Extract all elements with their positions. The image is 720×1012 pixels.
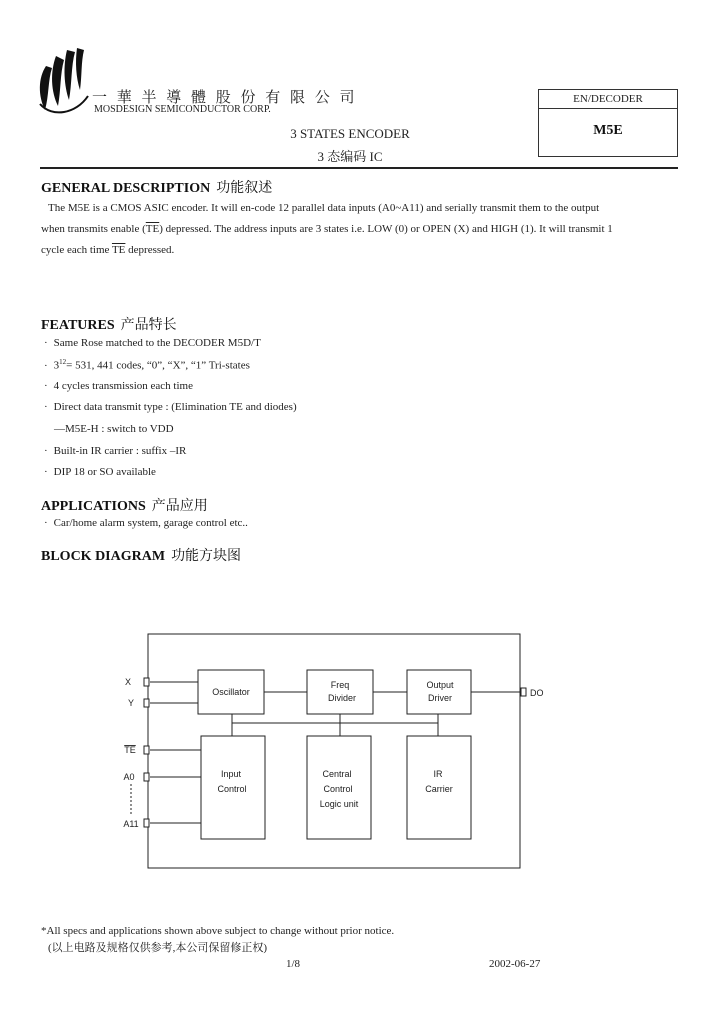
pin-label-te: TE: [124, 745, 136, 755]
freq-label-2: Divider: [327, 693, 357, 703]
ir-label-1: IR: [433, 769, 443, 779]
oscillator-label: Oscillator: [212, 687, 250, 697]
general-heading-en: GENERAL DESCRIPTION: [41, 181, 211, 196]
bullet-dot: ·: [44, 359, 48, 372]
general-line-1: The M5E is a CMOS ASIC encoder. It will en-code 12 parallel data inputs (A0~A11) and serially transmit them to the output: [48, 202, 600, 214]
block-heading-en: BLOCK DIAGRAM: [41, 549, 166, 564]
features-heading-cn: 产品特长: [120, 318, 177, 333]
freq-divider-block: [307, 670, 373, 714]
ir-label-2: Carrier: [425, 784, 453, 794]
freq-label-1: Freq: [330, 680, 350, 690]
feature-text: = 531, 441 codes, “0”, “X”, “1” Tri-states: [66, 359, 250, 372]
document-title: 3 STATES ENCODER: [290, 126, 410, 141]
applications-heading-cn: 产品应用: [151, 499, 208, 514]
feature-text: Same Rose matched to the DECODER M5D/T: [53, 337, 261, 349]
feature-sub-item: —M5E-H : switch to VDD: [54, 423, 174, 435]
feature-text: Direct data transmit type : (Elimination TE and diodes): [53, 401, 297, 413]
central-label-3: Logic unit: [319, 799, 359, 809]
central-label-2: Control: [323, 784, 353, 794]
general-line-2a: when transmits enable (: [41, 223, 146, 235]
output-label-1: Output: [426, 680, 454, 690]
general-line-3a: cycle each time: [41, 244, 112, 256]
general-heading-cn: 功能叙述: [216, 181, 273, 196]
bullet-dot: ·: [44, 445, 48, 457]
pin-label-x: X: [124, 677, 132, 687]
general-line-2b: ) depressed. The address inputs are 3 states i.e. LOW (0) or OPEN (X) and HIGH (1). It will transmit 1: [159, 223, 613, 235]
pin-do: [521, 688, 526, 696]
applications-heading-en: APPLICATIONS: [41, 499, 146, 514]
input-label-1: Input: [220, 769, 242, 779]
input-label-2: Control: [217, 784, 247, 794]
pin-y: [144, 699, 149, 707]
chip-outline: [148, 634, 520, 868]
central-label-1: Central: [322, 769, 352, 779]
te-signal: $\overline{TE}$: [111, 244, 126, 256]
part-category: EN/DECODER: [539, 90, 677, 109]
pin-label-a0: A0: [123, 772, 135, 782]
pin-label-y: Y: [127, 698, 135, 708]
bullet-dot: ·: [44, 466, 48, 478]
application-text: Car/home alarm system, garage control etc..: [53, 517, 248, 529]
pin-a0: [144, 773, 149, 781]
document-date: 2002-06-27: [489, 958, 541, 970]
pin-x: [144, 678, 149, 686]
block-heading-cn: 功能方块图: [171, 549, 242, 564]
pin-label-do: DO: [530, 688, 544, 698]
disclaimer-en: *All specs and applications shown above subject to change without prior notice.: [41, 925, 395, 937]
company-name-en: MOSDESIGN SEMICONDUCTOR CORP.: [94, 104, 271, 115]
feature-text: DIP 18 or SO available: [53, 466, 156, 478]
company-name-cn: 一 華 半 導 體 股 份 有 限 公 司: [92, 90, 358, 106]
features-heading-en: FEATURES: [41, 318, 115, 333]
feature-text: 4 cycles transmission each time: [53, 380, 193, 392]
pin-te: [144, 746, 149, 754]
disclaimer-cn: (以上电路及规格仅供参考,本公司保留修正权): [48, 942, 268, 954]
feature-text: Built-in IR carrier : suffix –IR: [53, 445, 187, 457]
bullet-dot: ·: [44, 517, 48, 529]
part-number: M5E: [593, 123, 623, 138]
output-label-2: Driver: [428, 693, 452, 703]
feature-text-sup: 12: [59, 358, 67, 366]
feature-text-base: 3: [53, 359, 60, 372]
bullet-dot: ·: [44, 401, 48, 413]
te-signal: $\overline{TE}$: [145, 223, 160, 235]
document-title-cn: 3 态编码 IC: [317, 149, 383, 164]
pin-a11: [144, 819, 149, 827]
bullet-dot: ·: [44, 380, 48, 392]
output-driver-block: [407, 670, 471, 714]
page-number: 1/8: [286, 958, 301, 970]
bullet-dot: ·: [44, 337, 48, 349]
pin-label-a11: A11: [123, 819, 139, 829]
general-line-3b: depressed.: [125, 244, 175, 256]
